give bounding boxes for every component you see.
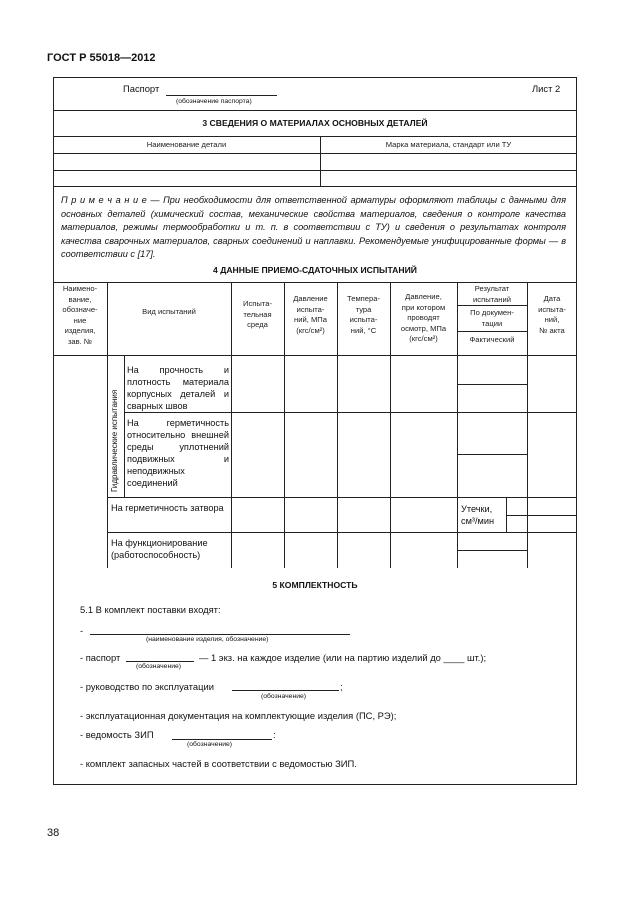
header-date: Дата испыта- ний, № акта bbox=[538, 294, 566, 335]
row-strength: На прочность и плотность материала корпусных деталей и сварных швов bbox=[127, 365, 229, 411]
kit-item2-underline bbox=[126, 661, 194, 662]
kit-item3-semicolon: ; bbox=[340, 681, 343, 692]
kit-item2-prefix: - паспорт bbox=[80, 652, 121, 663]
kit-item4: - эксплуатационная документация на комплектующие изделия (ПС, РЭ); bbox=[80, 710, 397, 721]
passport-underline bbox=[166, 95, 277, 96]
kit-item5-caption: (обозначение) bbox=[187, 741, 233, 748]
row-tightness-external: На герметичность относительно внешней среды уплотнений подвижных и неподвижных соединений bbox=[127, 418, 229, 488]
materials-col-grade: Марка материала, стандарт или ТУ bbox=[385, 140, 512, 149]
materials-table bbox=[53, 136, 577, 187]
kit-item5-semicolon: : bbox=[273, 729, 276, 740]
section5-title: 5 КОМПЛЕКТНОСТЬ bbox=[272, 580, 358, 590]
kit-item1-dash: - bbox=[80, 625, 84, 636]
header-result: Результат испытаний bbox=[473, 284, 511, 304]
header-result-docs: По докумен- тации bbox=[470, 308, 514, 328]
kit-item1-caption: (наименование изделия, обозначение) bbox=[146, 636, 269, 643]
page-number: 38 bbox=[47, 827, 60, 839]
section3-title: 3 СВЕДЕНИЯ О МАТЕРИАЛАХ ОСНОВНЫХ ДЕТАЛЕЙ bbox=[202, 118, 428, 128]
divider bbox=[53, 110, 577, 111]
header-temperature: Темпера- тура испыта- ний, °С bbox=[347, 294, 380, 335]
kit-item2-suffix: — 1 экз. на каждое изделие (или на партию изделий до ____ шт.); bbox=[199, 652, 487, 663]
leak-label: Утечки, см³/мин bbox=[461, 504, 495, 526]
header-product: Наимено- вание, обозначе- ние изделия, зав. № bbox=[62, 284, 98, 346]
header-inspection-pressure: Давление, при котором проводят осмотр, МПа (кгс/см²) bbox=[400, 292, 447, 343]
section4-title: 4 ДАННЫЕ ПРИЕМО-СДАТОЧНЫХ ИСПЫТАНИЙ bbox=[213, 265, 417, 275]
header-test-type: Вид испытаний bbox=[142, 307, 196, 316]
passport-caption: (обозначение паспорта) bbox=[176, 98, 252, 105]
kit-item5: - ведомость ЗИП bbox=[80, 729, 154, 740]
sheet-number: Лист 2 bbox=[532, 83, 561, 94]
kit-item2-caption: (обозначение) bbox=[136, 663, 182, 670]
header-medium: Испыта- тельная среда bbox=[243, 299, 272, 329]
passport-label: Паспорт bbox=[123, 83, 160, 94]
header-result-actual: Фактический bbox=[469, 335, 515, 344]
group-hydraulic-label: Гидравлические испытания bbox=[110, 389, 119, 492]
kit-item1-underline bbox=[90, 634, 350, 635]
row-tightness-gate: На герметичность затвора bbox=[111, 503, 224, 513]
kit-item6: - комплект запасных частей в соответствии с ведомостью ЗИП. bbox=[80, 758, 357, 769]
kit-item3-underline bbox=[232, 690, 339, 691]
tests-table bbox=[53, 282, 577, 568]
header-pressure: Давление испыта- ний, МПа (кгс/см²) bbox=[293, 294, 328, 335]
note-paragraph: П р и м е ч а н и е — При необходимости для ответственной арматуры оформляют таблицы с данными для основных деталей (химический состав, механические свойства материалов, сведения о контроле качества материалов, режимы термообработки и т. п. в соответствии с ТУ) и сведения о результатах контроля качества сварочных материалов, сварных соединений и наплавки. Рекомендуемые унифицированные формы — в соответствии с [17]. bbox=[61, 195, 566, 259]
kit-item3-caption: (обозначение) bbox=[261, 693, 307, 700]
row-functioning: На функционирование (работоспособность) bbox=[111, 538, 208, 560]
materials-col-name: Наименование детали bbox=[146, 140, 227, 149]
kit-item5-underline bbox=[172, 739, 272, 740]
kit-intro: 5.1 В комплект поставки входят: bbox=[80, 604, 221, 615]
kit-item3: - руководство по эксплуатации bbox=[80, 681, 214, 692]
document-header: ГОСТ Р 55018—2012 bbox=[47, 52, 156, 64]
